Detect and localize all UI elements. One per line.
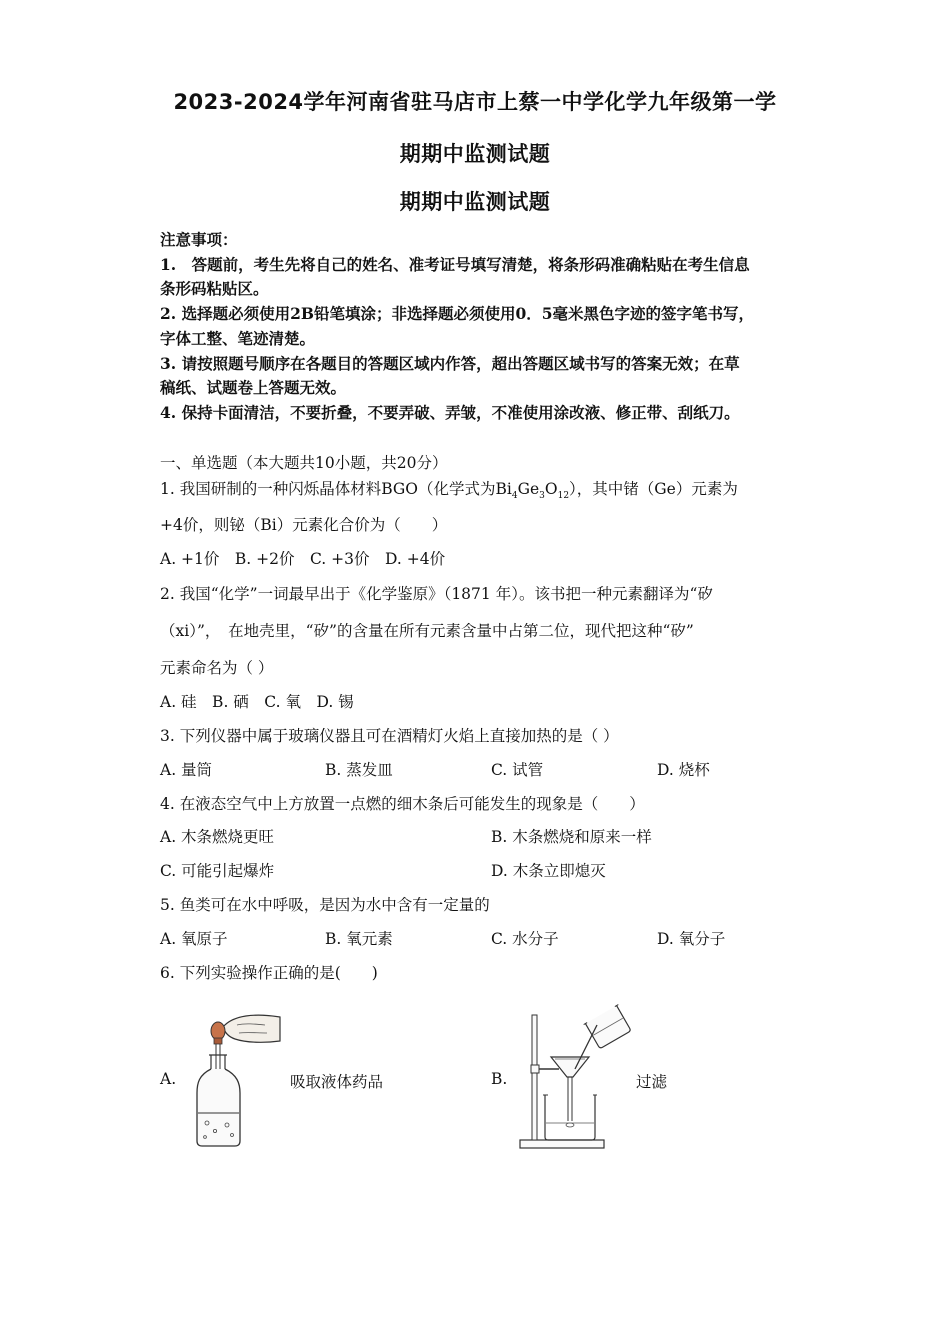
q3-option-c: C. 试管	[491, 761, 544, 779]
q6-option-a-caption: 吸取液体药品	[290, 1073, 384, 1091]
q4-stem: 4. 在液态空气中上方放置一点燃的细木条后可能发生的现象是（ ）	[160, 795, 645, 813]
q3-option-d: D. 烧杯	[657, 761, 710, 779]
q5-option-b: B. 氧元素	[325, 930, 393, 948]
q5-stem: 5. 鱼类可在水中呼吸，是因为水中含有一定量的	[160, 896, 490, 914]
q2-stem-line2: （xi）”， 在地壳里，“矽”的含量在所有元素含量中占第二位，现代把这种“矽”	[160, 622, 694, 640]
q6-option-b-label: B.	[491, 1070, 508, 1088]
q3-option-a: A. 量筒	[160, 761, 213, 779]
q5-option-c: C. 水分子	[491, 930, 559, 948]
exam-title-line1: 2023-2024学年河南省驻马店市上蔡一中学化学九年级第一学	[173, 90, 777, 114]
q6-option-b-caption: 过滤	[636, 1073, 668, 1091]
section-heading: 一、单选题（本大题共10小题，共20分）	[160, 454, 448, 472]
q2-stem-line3: 元素命名为（ ）	[160, 659, 274, 677]
notice-item: 4. 保持卡面清洁，不要折叠，不要弄破、弄皱，不准使用涂改液、修正带、刮纸刀。	[160, 403, 740, 422]
q2-stem: 2. 我国“化学”一词最早出于《化学鉴原》（1871 年）。该书把一种元素翻译为“矽	[160, 585, 713, 603]
q3-stem: 3. 下列仪器中属于玻璃仪器且可在酒精灯火焰上直接加热的是（ ）	[160, 727, 619, 745]
dropper-bottle-figure	[185, 1005, 285, 1150]
exam-title-line3: 期期中监测试题	[399, 190, 551, 214]
notice-item: 条形码粘贴区。	[160, 279, 269, 298]
q4-option-a: A. 木条燃烧更旺	[160, 828, 275, 846]
notice-item: 2. 选择题必须使用2B铅笔填涂；非选择题必须使用0．5毫米黑色字迹的签字笔书写，	[160, 304, 755, 323]
q1-options: A. +1价 B. +2价 C. +3价 D. +4价	[160, 550, 446, 568]
q4-option-c: C. 可能引起爆炸	[160, 862, 275, 880]
q1-stem: 1. 我国研制的一种闪烁晶体材料BGO（化学式为$Bi_4Ge_3O_{12}$），其中锗（Ge）元素为	[160, 480, 738, 502]
q3-option-b: B. 蒸发皿	[325, 761, 393, 779]
notice-heading: 注意事项：	[160, 230, 238, 249]
notice-item: 1. 答题前，考生先将自己的姓名、准考证号填写清楚，将条形码准确粘贴在考生信息	[160, 255, 750, 274]
q4-option-d: D. 木条立即熄灭	[491, 862, 606, 880]
q4-option-b: B. 木条燃烧和原来一样	[491, 828, 652, 846]
q2-options: A. 硅 B. 硒 C. 氧 D. 锡	[160, 693, 354, 711]
notice-item: 稿纸、试题卷上答题无效。	[160, 378, 347, 397]
q6-option-a-label: A.	[160, 1070, 177, 1088]
q5-option-d: D. 氧分子	[657, 930, 726, 948]
notice-item: 字体工整、笔迹清楚。	[160, 329, 316, 348]
filtration-figure	[515, 1003, 635, 1153]
q1-stem-line2: +4价，则铋（Bi）元素化合价为（ ）	[160, 516, 448, 534]
q5-option-a: A. 氧原子	[160, 930, 228, 948]
q6-stem: 6. 下列实验操作正确的是( )	[160, 964, 378, 982]
exam-title-line2: 期期中监测试题	[399, 142, 551, 166]
notice-item: 3. 请按照题号顺序在各题目的答题区域内作答，超出答题区域书写的答案无效；在草	[160, 354, 740, 373]
